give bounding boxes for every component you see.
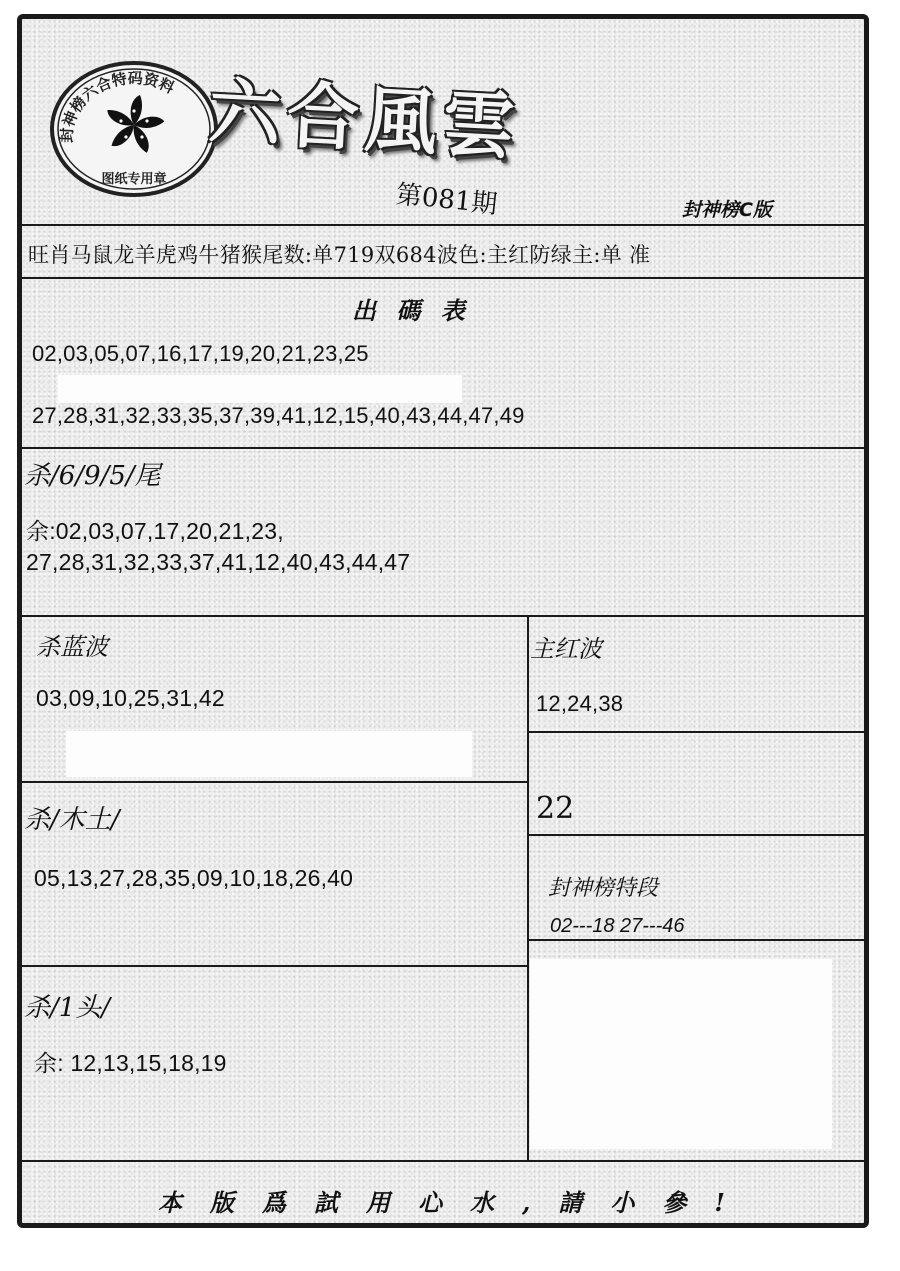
lottery-sheet <box>17 14 869 1228</box>
segment-value: 02---18 27---46 <box>550 915 685 937</box>
page-title: 六合風雲 <box>206 67 523 170</box>
kill-blue-numbers: 03,09,10,25,31,42 <box>36 685 225 711</box>
stamp-svg <box>48 59 220 199</box>
blank-patch <box>58 375 462 403</box>
footer-note: 本版爲試用心水,請小參! <box>158 1188 753 1217</box>
stamp-ring-text: 封神榜六合特码资料 <box>57 69 178 144</box>
kill-head-label: 杀/1头/ <box>24 993 111 1023</box>
tips-line: 旺肖马鼠龙羊虎鸡牛猪猴尾数:单719双684波色:主红防绿主:单 准 <box>28 243 651 267</box>
stamp-bottom-text: 图纸专用章 <box>101 172 167 187</box>
blank-patch <box>66 731 472 777</box>
kill-tail-label: 杀/6/9/5/尾 <box>24 461 161 491</box>
stamp-seal <box>48 59 220 199</box>
special-number: 22 <box>536 791 575 826</box>
kill-tail-line-1: 余:02,03,07,17,20,21,23, <box>26 518 284 544</box>
kill-blue-label: 杀蓝波 <box>36 633 108 661</box>
segment-label: 封神榜特段 <box>548 876 659 901</box>
main-red-label: 主红波 <box>530 635 602 663</box>
kill-wood-earth-label: 杀/木土/ <box>24 805 120 835</box>
issue-number: 第081期 <box>394 179 499 221</box>
kill-tail-line-2: 27,28,31,32,33,37,41,12,40,43,44,47 <box>26 549 411 575</box>
blank-panel <box>530 959 832 1149</box>
code-table-heading: 出 碼 表 <box>352 296 471 325</box>
kill-wood-earth-numbers: 05,13,27,28,35,09,10,18,26,40 <box>34 865 354 891</box>
kill-head-numbers: 余: 12,13,15,18,19 <box>34 1050 227 1076</box>
code-table-line-1: 02,03,05,07,16,17,19,20,21,23,25 <box>32 341 369 366</box>
code-table-line-2: 27,28,31,32,33,35,37,39,41,12,15,40,43,44,47,49 <box>32 403 525 428</box>
edition-label: 封神榜C版 <box>682 199 772 221</box>
main-red-numbers: 12,24,38 <box>536 691 624 716</box>
